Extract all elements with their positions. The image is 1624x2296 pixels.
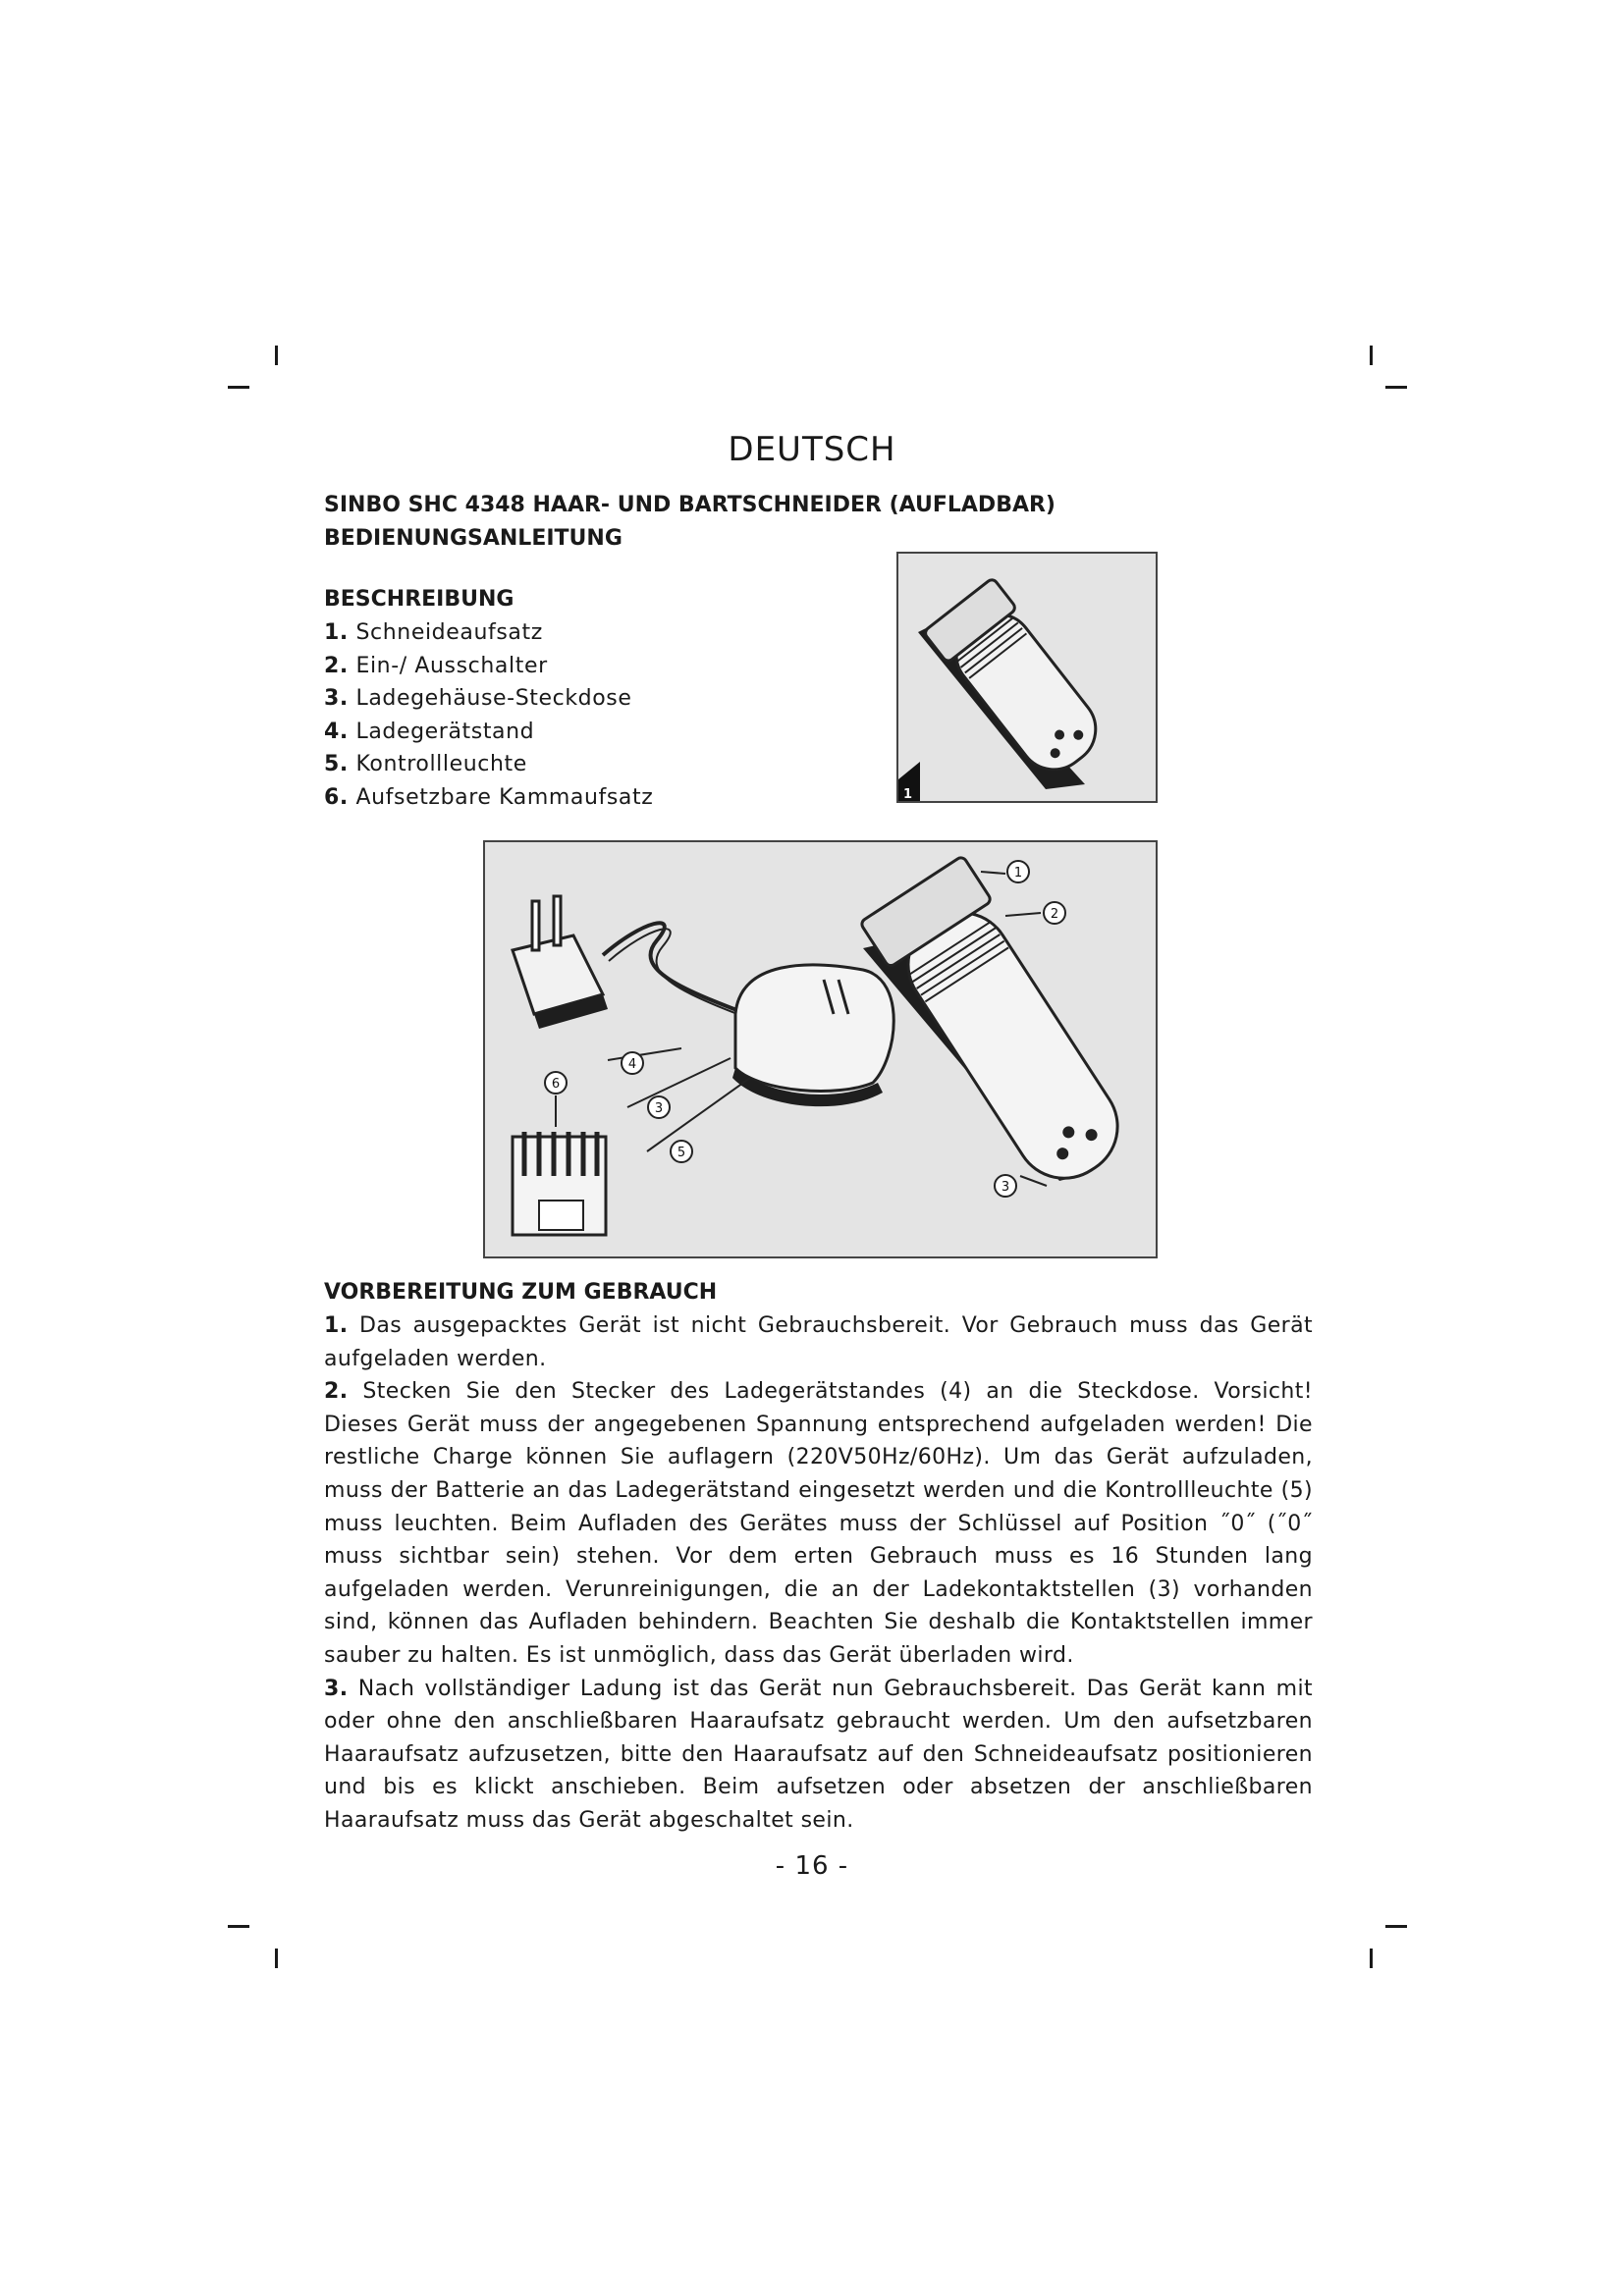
list-item: 4. Ladegerätstand	[324, 719, 535, 744]
page-number: - 16 -	[775, 1851, 849, 1881]
list-item: 2. Ein-/ Ausschalter	[324, 653, 548, 678]
list-item: 3. Ladegehäuse-Steckdose	[324, 686, 632, 712]
crop-mark-bottom-left-horizontal	[228, 1925, 249, 1928]
trimmer-body-large	[860, 856, 1145, 1202]
preparation-step-3: 3. Nach vollständiger Ladung ist das Gerät nun Gebrauchsbereit. Das Gerät kann mit oder ohne den anschließbaren Haaraufsatz gebraucht werden. Um den aufsetzbaren Haaraufsatz aufzusetzen, bitte den Haaraufsatz auf den Schneideaufsatz positionieren und bis es klickt anschieben. Beim aufsetzen oder absetzen der anschließbaren Haaraufsatz muss das Gerät abgeschaltet sein.	[324, 1676, 1313, 1833]
charging-stand-drawing	[732, 965, 893, 1106]
crop-mark-top-right-vertical	[1370, 346, 1373, 365]
list-item: 6. Aufsetzbare Kammaufsatz	[324, 784, 654, 810]
crop-mark-bottom-right-vertical	[1370, 1949, 1373, 1968]
language-heading: DEUTSCH	[728, 430, 896, 469]
crop-mark-top-right-horizontal	[1385, 386, 1407, 389]
crop-mark-bottom-left-vertical	[275, 1949, 278, 1968]
figure-1-label: 1	[903, 787, 913, 801]
callout-label-3-stand: 3	[654, 1101, 664, 1116]
crop-mark-top-left-horizontal	[228, 386, 249, 389]
document-title	[324, 489, 1056, 556]
product-title: SINBO SHC 4348 HAAR- UND BARTSCHNEIDER (AUFLADBAR)	[324, 493, 1056, 517]
manual-title: BEDIENUNGSANLEITUNG	[324, 526, 623, 551]
parts-list	[324, 616, 874, 815]
crop-mark-bottom-right-horizontal	[1385, 1925, 1407, 1928]
figure-2-set-illustration	[483, 840, 1158, 1258]
preparation-step-2: 2. Stecken Sie den Stecker des Ladegerätstandes (4) an die Steckdose. Vorsicht! Dieses Gerät muss der angegebenen Spannung entsprechend aufgeladen werden! Die restliche Charge können Sie auflagern (220V50Hz/60Hz). Um das Gerät aufzuladen, muss der Batterie an das Ladegerätstand eingesetzt werden und die Kontrollleuchte (5) muss leuchten. Beim Aufladen des Gerätes muss der Schlüssel auf Position ˝0˝ (˝0˝ muss sichtbar sein) stehen. Vor dem erten Gebrauch muss es 16 Stunden lang aufgeladen werden. Verunreinigungen, die an der Ladekontaktstellen (3) vorhanden sind, können das Aufladen behindern. Beachten Sie deshalb die Kontaktstellen immer sauber zu halten. Es ist unmöglich, dass das Gerät überladen wird.	[324, 1379, 1313, 1668]
callout-label-6: 6	[551, 1077, 561, 1092]
preparation-heading: VORBEREITUNG ZUM GEBRAUCH	[324, 1280, 718, 1305]
description-section	[324, 583, 874, 815]
plug-adapter-drawing	[513, 896, 608, 1029]
crop-mark-top-left-vertical	[275, 346, 278, 365]
preparation-section	[324, 1276, 1313, 1838]
preparation-step-1: 1. Das ausgepacktes Gerät ist nicht Gebrauchsbereit. Vor Gebrauch muss das Gerät aufgeladen werden.	[324, 1313, 1313, 1371]
figure-1-trimmer-illustration	[896, 552, 1158, 803]
list-item: 1. Schneideaufsatz	[324, 620, 543, 645]
list-item: 5. Kontrollleuchte	[324, 752, 527, 777]
callout-label-3-trimmer: 3	[1001, 1180, 1010, 1195]
callout-label-2: 2	[1050, 907, 1059, 922]
comb-attachment-drawing	[513, 1132, 606, 1235]
callout-label-5: 5	[677, 1146, 686, 1160]
set-drawing	[485, 842, 1156, 1256]
callout-label-4: 4	[627, 1057, 637, 1072]
description-heading: BESCHREIBUNG	[324, 587, 514, 612]
trimmer-drawing	[898, 554, 1156, 801]
callout-label-1: 1	[1013, 866, 1023, 881]
